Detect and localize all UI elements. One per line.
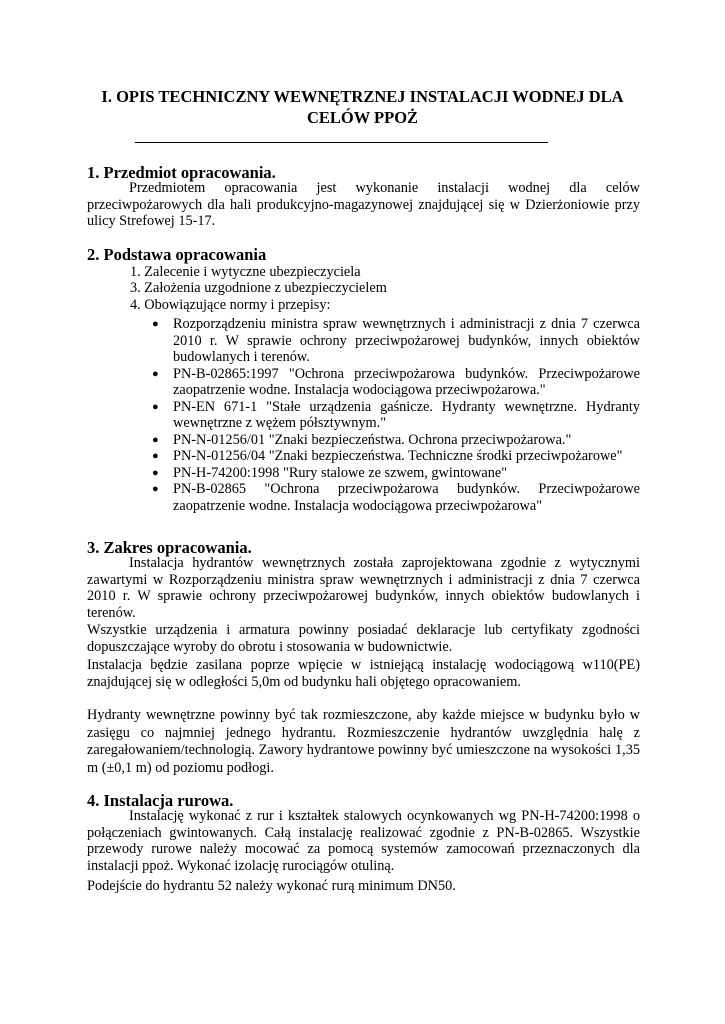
bullet-item: [148, 316, 640, 366]
bullet-text: PN-H-74200:1998 "Rury stalowe ze szwem, gwintowane": [173, 464, 508, 481]
section-3-paragraph-3: Instalacja będzie zasilana poprze wpięcie w istniejącą instalację wodociągową w110(PE) znajdującej się w odległości 5,0m od budynku hali objętego opracowaniem.: [87, 657, 640, 690]
bullet-item: [148, 432, 640, 449]
section-3-paragraph-4: Hydranty wewnętrzne powinny być tak rozmieszczone, aby każde miejsce w budynku było w zasięgu co najmniej jednego hydrantu. Rozmieszczenie hydrantów uwzględnia halę z zaregałowaniem/technologią. Zawory hydrantowe powinny być umieszczone na wysokości 1,35 m (±0,1 m) od poziomu podłogi.: [87, 707, 640, 776]
section-4-paragraph-1: Instalację wykonać z rur i kształtek stalowych ocynkowanych wg PN-H-74200:1998 o połączeniach gwintowanych. Całą instalację realizować zgodnie z PN-B-02865. Wszystkie przewody rurowe należy mocować za pomocą systemów zamocowań przeznaczonych dla instalacji ppoż. Wykonać izolację rurociągów otuliną.: [87, 808, 640, 874]
bullet-text: PN-N-01256/04 "Znaki bezpieczeństwa. Techniczne środki przeciwpożarowe": [173, 448, 623, 464]
bullet-icon: ●: [152, 466, 159, 479]
norms-bullet-list: [148, 316, 640, 514]
title-underline: [135, 142, 548, 143]
bullet-icon: ●: [152, 433, 159, 446]
section-2-list: [130, 264, 387, 313]
list-item: 4. Obowiązujące normy i przepisy:: [130, 296, 331, 313]
bullet-item: [148, 481, 640, 514]
section-1-text: Przedmiotem opracowania jest wykonanie instalacji wodnej dla celów przeciwpożarowych dla hali produkcyjno-magazynowej znajdującej się w Dzierżoniowie przy ulicy Strefowej 15-17.: [87, 180, 640, 229]
bullet-item: [148, 448, 640, 465]
title-line-1: I. OPIS TECHNICZNY WEWNĘTRZNEJ INSTALACJI WODNEJ DLA: [101, 87, 624, 106]
title-line-2: CELÓW PPOŻ: [306, 108, 419, 127]
bullet-text: Rozporządzeniu ministra spraw wewnętrznych i administracji z dnia 7 czerwca 2010 r. W sprawie ochrony przeciwpożarowej budynków, innych obiektów budowlanych i terenów.: [173, 316, 640, 365]
bullet-text: PN-B-02865 "Ochrona przeciwpożarowa budynków. Przeciwpożarowe zaopatrzenie wodne. Instalacja wodociągowa przeciwpożarowa": [173, 481, 640, 514]
bullet-text: PN-N-01256/01 "Znaki bezpieczeństwa. Ochrona przeciwpożarowa.": [173, 431, 572, 448]
bullet-item: [148, 366, 640, 399]
bullet-icon: ●: [152, 400, 159, 413]
bullet-item: [148, 399, 640, 432]
list-item: 3. Założenia uzgodnione z ubezpieczycielem: [130, 280, 387, 297]
bullet-icon: ●: [152, 367, 159, 380]
bullet-icon: ●: [152, 318, 159, 330]
section-4-paragraph-2: Podejście do hydrantu 52 należy wykonać rurą minimum DN50.: [87, 878, 456, 894]
bullet-icon: ●: [152, 483, 159, 495]
bullet-icon: ●: [152, 450, 159, 462]
section-2-heading: 2. Podstawa opracowania: [87, 245, 267, 264]
bullet-text: PN-EN 671-1 "Stałe urządzenia gaśnicze. Hydranty wewnętrzne. Hydranty wewnętrzne z wężem półsztywnym.": [173, 398, 640, 431]
section-3-heading: 3. Zakres opracowania.: [87, 538, 252, 557]
bullet-item: [148, 465, 640, 482]
section-3-paragraph-2: Wszystkie urządzenia i armatura powinny posiadać deklaracje lub certyfikaty zgodności dopuszczające wyroby do obrotu i stosowania w budownictwie.: [87, 622, 640, 655]
section-4-heading: 4. Instalacja rurowa.: [87, 791, 234, 810]
section-3-paragraph-1: Instalacja hydrantów wewnętrznych została zaprojektowana zgodnie z wytycznymi zawartymi w Rozporządzeniu ministra spraw wewnętrznych i administracji z dnia 7 czerwca 2010 r. W sprawie ochrony przeciwpożarowej budynków, innych obiektów budowlanych i terenów.: [87, 555, 640, 621]
section-1-heading: 1. Przedmiot opracowania.: [87, 163, 276, 182]
document-title: [80, 86, 645, 128]
list-item: 1. Zalecenie i wytyczne ubezpieczyciela: [130, 264, 361, 280]
bullet-text: PN-B-02865:1997 "Ochrona przeciwpożarowa budynków. Przeciwpożarowe zaopatrzenie wodne. Instalacja wodociągowa przeciwpożarowa.": [173, 365, 640, 398]
